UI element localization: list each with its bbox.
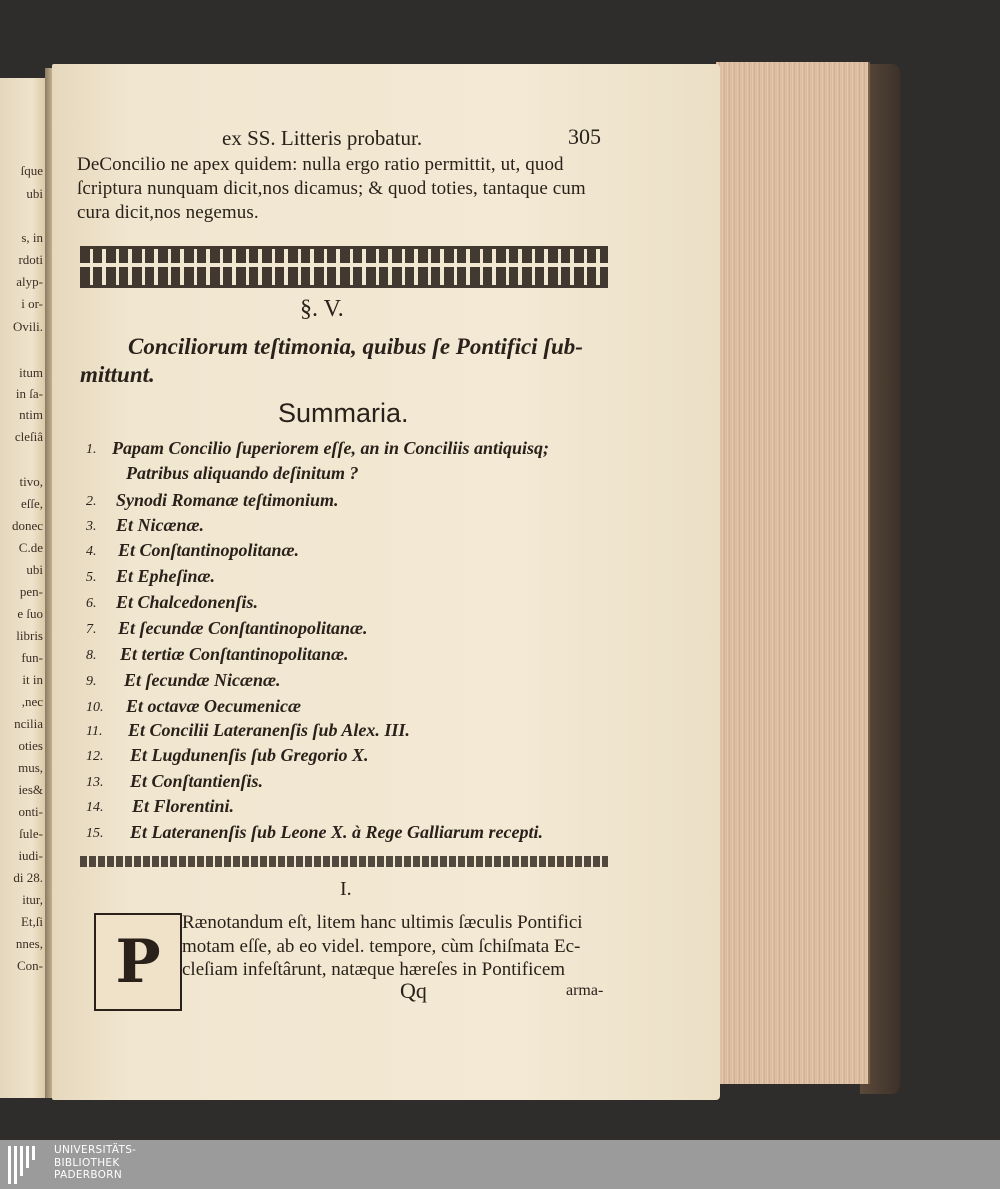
summary-item: Et Epheſinæ. — [116, 566, 216, 586]
initial-letter: P — [115, 927, 161, 997]
summary-item-number: 5. — [86, 570, 97, 585]
summary-item: Et Lugdunenſis ſub Gregorio X. — [130, 745, 369, 765]
left-page-text-fragment: nnes, — [15, 936, 43, 951]
summary-item-number: 6. — [86, 596, 97, 611]
left-page-text-fragment: tivo, — [19, 474, 43, 489]
left-page-text-fragment: ,nec — [21, 694, 43, 709]
left-page-text-fragment: ubi — [26, 186, 43, 201]
summary-item-number: 11. — [86, 724, 103, 739]
left-page-text-fragment: it in — [22, 672, 43, 687]
page-edges — [716, 62, 870, 1084]
summary-item-number: 1. — [86, 442, 97, 457]
body-line: cura dicit,nos negemus. — [77, 202, 259, 223]
summary-item: Synodi Romanæ teſtimonium. — [116, 490, 339, 510]
library-logo-text: UNIVERSITÄTS- BIBLIOTHEK PADERBORN — [54, 1144, 137, 1181]
left-page-text-fragment: ntim — [19, 407, 43, 422]
left-page-text-fragment: oties — [18, 738, 43, 753]
section-title: Conciliorum teſtimonia, quibus ſe Pontifici ſub- — [128, 334, 583, 359]
left-page-text-fragment: C.de — [18, 540, 43, 555]
summary-item: Et tertiæ Conſtantinopolitanæ. — [120, 644, 349, 664]
section-mark: §. V. — [300, 296, 344, 322]
left-page-text-fragment: e ſuo — [17, 606, 43, 621]
left-page-text-fragment: ſule- — [19, 826, 43, 841]
summary-item-number: 2. — [86, 494, 97, 509]
summary-item-number: 14. — [86, 800, 104, 815]
paragraph-line: motam eſſe, ab eo videl. tempore, cùm ſchiſmata Ec- — [182, 936, 581, 957]
library-footer — [0, 1140, 1000, 1189]
catchword: arma- — [566, 982, 604, 999]
left-page-text-fragment: fun- — [21, 650, 43, 665]
left-page-text-fragment: iudi- — [18, 848, 43, 863]
left-page-text-fragment: libris — [16, 628, 43, 643]
summary-item-number: 13. — [86, 775, 104, 790]
left-page-text-fragment: itum — [19, 365, 43, 380]
paragraph-line: Rænotandum eſt, litem hanc ultimis ſæculis Pontifici — [182, 912, 583, 933]
left-page-text-fragment: Et,ſi — [20, 914, 43, 929]
left-page-text-fragment: eſſe, — [20, 496, 43, 511]
library-logo-icon — [8, 1146, 48, 1184]
summary-item: Et octavæ Oecumenicæ — [126, 696, 301, 716]
left-page-text-fragment: di 28. — [13, 870, 43, 885]
summary-item: Et Lateranenſis ſub Leone X. à Rege Galliarum recepti. — [130, 822, 543, 842]
left-page-text-fragment: ncilia — [14, 716, 43, 731]
paragraph-line: cleſiam infeſtârunt, natæque hæreſes in Pontificem — [182, 959, 566, 980]
left-page-text-fragment: i or- — [21, 296, 43, 311]
signature-mark: Qq — [400, 978, 427, 1003]
left-page-text-fragment: onti- — [18, 804, 43, 819]
summary-item: Et ſecundæ Conſtantinopolitanæ. — [118, 618, 368, 638]
left-page-text-fragment: itur, — [22, 892, 43, 907]
summary-item: Papam Concilio ſuperiorem eſſe, an in Conciliis antiquisq; — [112, 438, 550, 458]
left-page — [0, 78, 47, 1098]
left-page-text-fragment: mus, — [18, 760, 43, 775]
paragraph-number: I. — [340, 878, 352, 900]
decorative-border-icon — [80, 246, 608, 288]
summary-item: Et Conſtantinopolitanæ. — [118, 540, 300, 560]
summary-item: Et Chalcedonenſis. — [116, 592, 259, 612]
body-line: ſcriptura nunquam dicit,nos dicamus; & quod toties, tantaque cum — [77, 178, 586, 199]
left-page-text-fragment: rdoti — [18, 252, 43, 267]
summary-item: Et Florentini. — [132, 796, 235, 816]
page-number: 305 — [568, 124, 601, 149]
summary-item-number: 7. — [86, 622, 97, 637]
summary-item: Et Nicænæ. — [116, 515, 205, 535]
left-page-text-fragment: Con- — [17, 958, 43, 973]
left-page-text-fragment: donec — [11, 518, 43, 533]
summary-item-number: 10. — [86, 700, 104, 715]
summary-item-number: 9. — [86, 674, 97, 689]
summary-item: Et ſecundæ Nicænæ. — [124, 670, 281, 690]
left-page-text-fragment: ubi — [26, 562, 43, 577]
summary-item: Et Conſtantienſis. — [130, 771, 264, 791]
left-page-text-fragment: ies& — [18, 782, 43, 797]
left-page-text-fragment: ſque — [20, 163, 43, 178]
summary-item-number: 4. — [86, 544, 97, 559]
left-page-text-fragment: s, in — [21, 230, 43, 245]
summary-item-number: 12. — [86, 749, 104, 764]
left-page-text-fragment: pen- — [19, 584, 43, 599]
body-line: DeConcilio ne apex quidem: nulla ergo ratio permittit, ut, quod — [77, 154, 564, 175]
section-title: mittunt. — [80, 362, 155, 387]
decorated-initial-icon — [94, 913, 182, 1011]
left-page-text-fragment: in ſa- — [15, 386, 43, 401]
summary-item-number: 3. — [86, 519, 97, 534]
left-page-text-fragment: Ovili. — [13, 319, 43, 334]
summary-item: Et Concilii Lateranenſis ſub Alex. III. — [128, 720, 410, 740]
summary-heading: Summaria. — [278, 398, 409, 428]
left-page-text-fragment: cleſiâ — [14, 429, 43, 444]
running-head: ex SS. Litteris probatur. — [222, 126, 423, 150]
summary-item: Patribus aliquando deſinitum ? — [126, 463, 359, 483]
decorative-rule-icon — [80, 856, 608, 867]
summary-item-number: 15. — [86, 826, 104, 841]
summary-item-number: 8. — [86, 648, 97, 663]
left-page-text-fragment: alyp- — [16, 274, 43, 289]
